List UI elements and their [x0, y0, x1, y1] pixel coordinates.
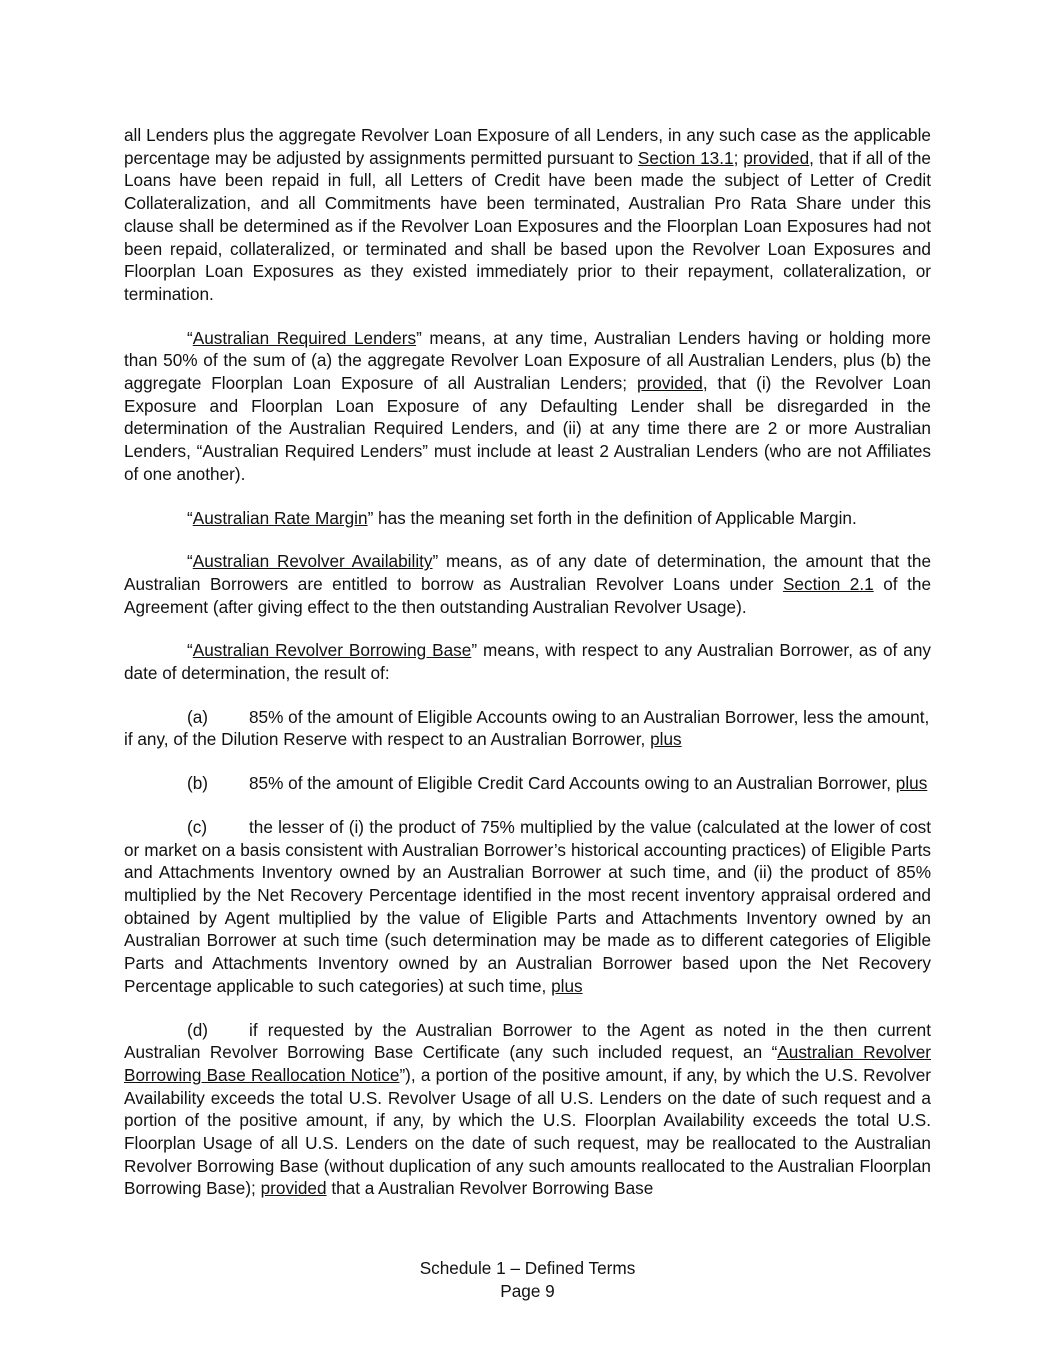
defined-term: Australian Revolver Borrowing Base: [192, 640, 472, 661]
proviso-term: provided: [743, 147, 810, 168]
definition-text: ” means, at any time, Australian Lenders having or holding more than 50% of the sum of (a) the aggregate Revolver Loan Exposure of all Australian Lenders, plus (b) the aggregate Floorplan Loan Exposure of all Australian Lenders;: [124, 327, 931, 394]
proviso-term: provided: [260, 1178, 327, 1199]
definition-text: , that (i) the Revolver Loan Exposure and Floorplan Loan Exposure of any Defaulting Lender shall be disregarded in the determination of the Australian Required Lenders, and (ii) at any time there are 2 or more Australian Lenders, “Australian Required Lenders” must include at least 2 Australian Lenders (who are not Affiliates of one another).: [124, 373, 931, 484]
list-item-b: [124, 772, 931, 795]
list-item-a: [124, 706, 931, 751]
list-item-text: if requested by the Australian Borrower to the Agent as noted in the then current Australian Revolver Borrowing Base Certificate (any such included request, an “: [124, 1019, 931, 1063]
paragraph-text: all Lenders plus the aggregate Revolver Loan Exposure of all Lenders, in any such case as the applicable percentage may be adjusted by assignments permitted pursuant to: [124, 125, 931, 168]
definition-australian-rate-margin: [124, 507, 931, 530]
list-item-text: ”), a portion of the positive amount, if any, by which the U.S. Revolver Availability exceeds the total U.S. Revolver Usage of all U.S. Lenders on the date of such request and a portion of the positive amount, if any, by which the U.S. Floorplan Availability exceeds the total U.S. Floorplan Usage of all U.S. Lenders on the date of such request, may be reallocated to the Australian Revolver Borrowing Base (without duplication of any such amounts reallocated to the Australian Floorplan Borrowing Base);: [124, 1064, 931, 1199]
section-reference: Section 2.1: [782, 573, 874, 594]
definition-australian-required-lenders: [124, 327, 931, 486]
list-item-connector: plus: [895, 773, 928, 794]
definition-australian-revolver-borrowing-base: [124, 639, 931, 684]
list-item-connector: plus: [650, 729, 682, 750]
list-item-d: [124, 1019, 931, 1201]
defined-term: Australian Required Lenders: [192, 327, 417, 348]
list-item-label: (d): [187, 1019, 209, 1040]
list-item-text: that a Australian Revolver Borrowing Base: [326, 1178, 654, 1199]
document-page: [124, 124, 931, 1200]
paragraph-text: , that if all of the Loans have been repaid in full, all Letters of Credit have been made the subject of Letter of Credit Collateralization, and all Commitments have been terminated, Australian Pro Rata Share under this clause shall be determined as if the Revolver Loan Exposures and the Floorplan Loan Exposures had not been repaid, collateralized, or terminated and shall be based upon the Revolver Loan Exposures and Floorplan Loan Exposures as they existed immediately prior to their repayment, collateralization, or termination.: [124, 147, 931, 304]
paragraph-pro-rata-continuation: [124, 124, 931, 306]
footer-schedule-title: Schedule 1 – Defined Terms: [419, 1258, 636, 1278]
definition-text: ” has the meaning set forth in the definition of Applicable Margin.: [367, 507, 857, 528]
quote-mark: “: [187, 507, 193, 528]
list-item-text: 85% of the amount of Eligible Credit Card Accounts owing to an Australian Borrower,: [249, 773, 896, 794]
defined-term: Australian Revolver Borrowing Base Reallocation Notice: [124, 1042, 931, 1085]
list-item-text: 85% of the amount of Eligible Accounts owing to an Australian Borrower, less the amount, if any, of the Dilution Reserve with respect to an Australian Borrower,: [124, 706, 930, 750]
quote-mark: “: [187, 551, 193, 572]
proviso-term: provided: [636, 373, 703, 394]
definition-text: of the Agreement (after giving effect to the then outstanding Australian Revolver Usage).: [124, 573, 932, 617]
quote-mark: “: [187, 640, 193, 661]
defined-term: Australian Revolver Availability: [192, 551, 433, 572]
page-footer: [0, 1257, 1055, 1303]
definition-australian-revolver-availability: [124, 550, 931, 618]
list-item-label: (c): [187, 816, 208, 837]
paragraph-text: ;: [733, 147, 744, 168]
definition-text: ” means, with respect to any Australian Borrower, as of any date of determination, the result of:: [124, 640, 931, 684]
section-reference: Section 13.1: [637, 147, 734, 168]
list-item-connector: plus: [551, 975, 583, 996]
list-item-text: the lesser of (i) the product of 75% multiplied by the value (calculated at the lower of cost or market on a basis consistent with Australian Borrower’s historical accounting practices) of Eligible Parts and Attachments Inventory owned by an Australian Borrower at such time, and (ii) the product of 85% multiplied by the Net Recovery Percentage identified in the most recent inventory appraisal ordered and obtained by Agent multiplied by the value of Eligible Parts and Attachments Inventory owned by an Australian Borrower at such time (such determination may be made as to different categories of Eligible Parts and Attachments Inventory owned by an Australian Borrower based upon the Net Recovery Percentage applicable to such categories) at such time,: [124, 816, 931, 996]
definition-text: ” means, as of any date of determination, the amount that the Australian Borrowers are entitled to borrow as Australian Revolver Loans under: [124, 551, 932, 594]
list-item-label: (a): [187, 706, 209, 727]
defined-term: Australian Rate Margin: [192, 507, 368, 528]
list-item-c: [124, 816, 931, 998]
quote-mark: “: [187, 327, 193, 348]
page-number: Page 9: [500, 1281, 555, 1301]
list-item-label: (b): [187, 773, 209, 794]
